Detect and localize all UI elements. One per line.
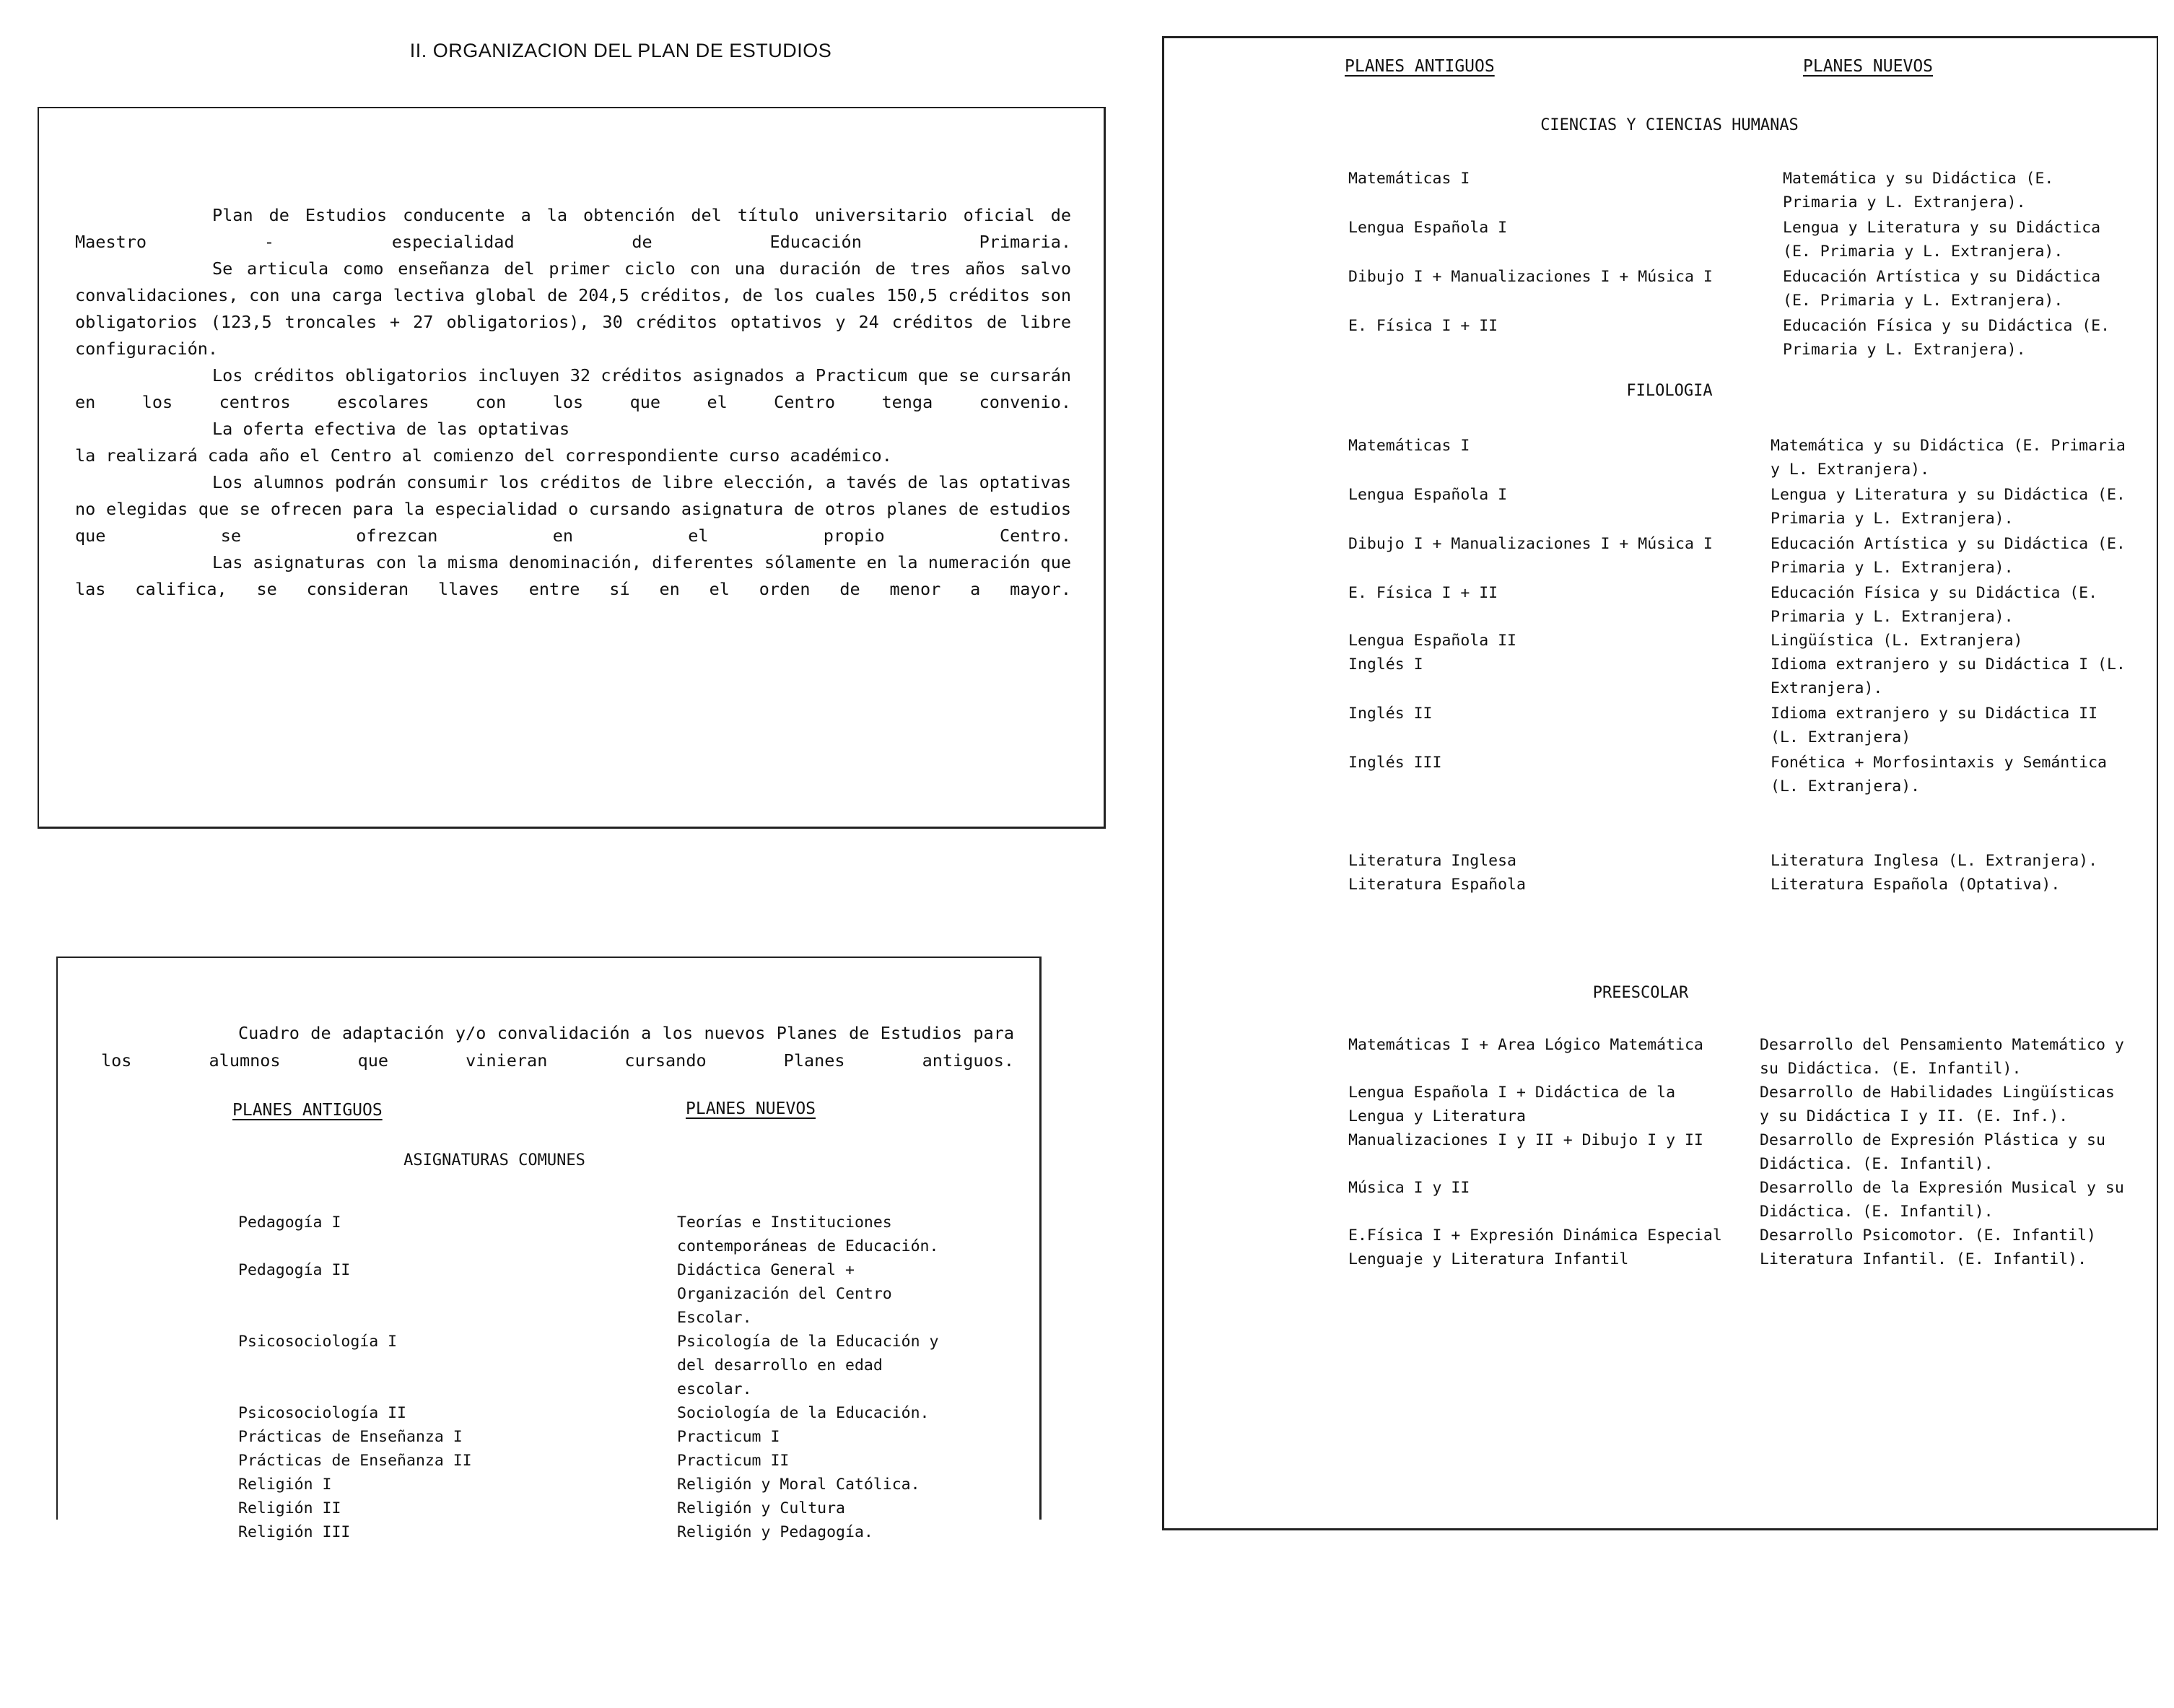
plan-description-box [38,107,1106,829]
adaptation-intro-text: Cuadro de adaptación y/o convalidación a los nuevos Planes de Estudios para los alumnos que vinieran cursando Planes antiguos. [101,1023,1014,1071]
table-row [238,1211,960,1258]
new-subject: Religión y Pedagogía. [677,1523,873,1541]
new-subject: Educación Física y su Didáctica (E. Primaria y L. Extranjera). [1771,584,2098,626]
section-title-ciencias: CIENCIAS Y CIENCIAS HUMANAS [1540,116,1799,134]
table-row [1348,483,2128,531]
old-subject: E.Física I + Expresión Dinámica Especial [1348,1226,1722,1245]
intro-paragraph: Las asignaturas con la misma denominación, diferentes sólamente en la numeración que las califica, se consideran llaves entre sí en el orden de menor a mayor. [75,552,1071,599]
old-subject: Lengua Española I + Didáctica de la Lengua y Literatura [1348,1084,1676,1125]
new-subject: Desarrollo de Expresión Plástica y su Didáctica. (E. Infantil). [1760,1131,2105,1173]
intro-paragraph: Los créditos obligatorios incluyen 32 créditos asignados a Practicum que se cursarán en los centros escolares con los que el Centro tenga convenio. [75,365,1071,412]
new-subject: Idioma extranjero y su Didáctica I (L. Extranjera). [1771,655,2126,697]
new-subject: Matemática y su Didáctica (E. Primaria y L. Extranjera). [1771,437,2126,479]
table-row [1348,265,2128,313]
intro-paragraph: Plan de Estudios conducente a la obtención del título universitario oficial de Maestro - especialidad de Educación Primaria. [75,205,1071,252]
table-row [1348,751,2128,798]
adaptation-table-box [56,957,1042,1541]
column-header-new-plans: PLANES NUEVOS [1803,57,1934,76]
adaptation-intro [101,1019,1014,1074]
table-row [1348,1033,2128,1081]
new-subject: Desarrollo del Pensamiento Matemático y su Didáctica. (E. Infantil). [1760,1036,2124,1078]
old-subject: Psicosociología II [238,1404,406,1422]
column-header-old-plans: PLANES ANTIGUOS [1345,57,1495,76]
table-row [1348,1128,2128,1176]
new-subject: Literatura Inglesa (L. Extranjera). [1771,852,2098,870]
table-row [238,1520,960,1544]
specialty-tables-box [1162,36,2158,1530]
column-header-old-plans: PLANES ANTIGUOS [232,1101,383,1120]
new-subject: Desarrollo de la Expresión Musical y su Didáctica. (E. Infantil). [1760,1179,2124,1221]
table-row [238,1473,960,1496]
table-row [1348,653,2128,700]
table-row [238,1330,960,1401]
old-subject: Inglés II [1348,705,1433,723]
old-subject: Inglés III [1348,754,1442,772]
table-row [1348,1176,2128,1224]
table-row [1348,1081,2128,1128]
common-subjects-table [238,1211,960,1544]
old-subject: Psicosociología I [238,1333,398,1351]
table-row [238,1425,960,1449]
old-subject: E. Física I + II [1348,317,1498,335]
table-row [238,1449,960,1473]
old-subject: Dibujo I + Manualizaciones I + Música I [1348,268,1713,286]
new-subject: Teorías e Instituciones contemporáneas de Educación. [677,1214,939,1255]
table-row [1348,873,2128,897]
new-subject: Religión y Moral Católica. [677,1476,920,1494]
old-subject: Pedagogía I [238,1214,341,1232]
table-row [1348,581,2128,629]
section-title-common: ASIGNATURAS COMUNES [403,1151,585,1169]
new-subject: Educación Artística y su Didáctica (E. Primaria y L. Extranjera). [1783,268,2101,310]
new-subject: Idioma extranjero y su Didáctica II (L. Extranjera) [1771,705,2098,746]
intro-paragraph: Se articula como enseñanza del primer ciclo con una duración de tres años salvo convalidaciones, con una carga lectiva global de 204,5 créditos, de los cuales 150,5 créditos son obligatorios (123,5 troncales + 27 obligatorios), 30 créditos optativos y 24 créditos de libre configuración. [75,258,1071,359]
table-row [1348,702,2128,749]
table-row [1348,167,2128,214]
table-row [1348,1224,2128,1247]
new-subject: Lengua y Literatura y su Didáctica (E. Primaria y L. Extranjera). [1783,219,2101,261]
old-subject: Prácticas de Enseñanza I [238,1428,463,1446]
ciencias-table [1348,167,2128,362]
new-subject: Educación Física y su Didáctica (E. Primaria y L. Extranjera). [1783,317,2110,359]
old-subject: Religión III [238,1523,351,1541]
old-subject: Literatura Inglesa [1348,852,1516,870]
new-subject: Lingüística (L. Extranjera) [1771,632,2023,650]
old-subject: Lengua Española I [1348,486,1508,504]
table-row [1348,849,2128,873]
old-subject: Lengua Española I [1348,219,1508,237]
new-subject: Didáctica General + Organización del Centro Escolar. [677,1261,892,1327]
old-subject: E. Física I + II [1348,584,1498,602]
old-subject: Matemáticas I + Area Lógico Matemática [1348,1036,1703,1054]
table-row [1348,434,2128,482]
table-row [238,1496,960,1520]
new-subject: Literatura Española (Optativa). [1771,876,2061,894]
section-title-preescolar: PREESCOLAR [1592,984,1689,1002]
table-row [1348,1247,2128,1271]
section-title-filologia: FILOLOGIA [1626,382,1713,400]
old-subject: Religión II [238,1499,341,1517]
old-subject: Religión I [238,1476,332,1494]
table-row [238,1258,960,1330]
new-subject: Religión y Cultura [677,1499,845,1517]
table-row [238,1401,960,1425]
intro-paragraph: la realizará cada año el Centro al comienzo del correspondiente curso académico. [75,445,892,466]
table-row [1348,216,2128,263]
new-subject: Psicología de la Educación y del desarrollo en edad escolar. [677,1333,939,1398]
preescolar-table [1348,1033,2128,1271]
new-subject: Desarrollo de Habilidades Lingüísticas y su Didáctica I y II. (E. Inf.). [1760,1084,2115,1125]
page-title: II. ORGANIZACION DEL PLAN DE ESTUDIOS [409,40,832,61]
old-subject: Inglés I [1348,655,1423,674]
table-row [1348,629,2128,653]
old-subject: Dibujo I + Manualizaciones I + Música I [1348,535,1713,553]
intro-paragraph: Los alumnos podrán consumir los créditos de libre elección, a tavés de las optativas no elegidas que se ofrecen para la especialidad o cursando asignatura de otros planes de estudios que se ofrezcan en el propio Centro. [75,472,1071,546]
old-subject: Manualizaciones I y II + Dibujo I y II [1348,1131,1703,1149]
old-subject: Matemáticas I [1348,170,1470,188]
new-subject: Literatura Infantil. (E. Infantil). [1760,1250,2087,1268]
column-header-new-plans: PLANES NUEVOS [686,1099,816,1118]
plan-description-text [75,202,1071,603]
old-subject: Pedagogía II [238,1261,351,1279]
new-subject: Lengua y Literatura y su Didáctica (E. Primaria y L. Extranjera). [1771,486,2126,528]
filologia-table [1348,434,2128,897]
old-subject: Prácticas de Enseñanza II [238,1452,472,1470]
old-subject: Música I y II [1348,1179,1470,1197]
old-subject: Lenguaje y Literatura Infantil [1348,1250,1629,1268]
new-subject: Desarrollo Psicomotor. (E. Infantil) [1760,1226,2096,1245]
new-subject: Practicum II [677,1452,790,1470]
table-row [1348,532,2128,580]
old-subject: Lengua Española II [1348,632,1516,650]
old-subject: Matemáticas I [1348,437,1470,455]
table-row [1348,314,2128,362]
new-subject: Sociología de la Educación. [677,1404,930,1422]
new-subject: Matemática y su Didáctica (E. Primaria y L. Extranjera). [1783,170,2054,212]
new-subject: Practicum I [677,1428,780,1446]
new-subject: Educación Artística y su Didáctica (E. Primaria y L. Extranjera). [1771,535,2126,577]
new-subject: Fonética + Morfosintaxis y Semántica (L. Extranjera). [1771,754,2107,796]
intro-paragraph: La oferta efectiva de las optativas [212,419,570,439]
old-subject: Literatura Española [1348,876,1526,894]
